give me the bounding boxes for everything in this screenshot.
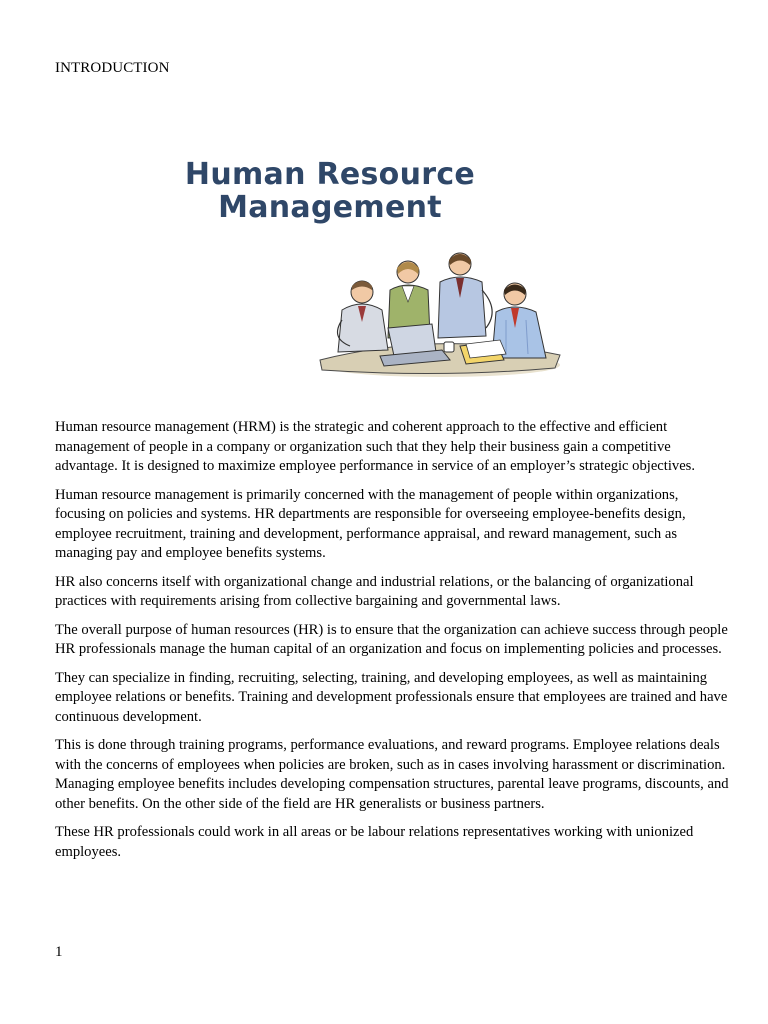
paragraph: This is done through training programs, performance evaluations, and reward programs. Employee relations deals with the concerns of employees when policies are broken, such as in cases involving harassment or discrimination. Managing employee benefits includes developing compensation structures, parental leave programs, discounts, and other benefits. On the other side of the field are HR generalists or business partners. <box>55 737 729 812</box>
paragraph: These HR professionals could work in all areas or be labour relations representatives working with unionized employees. <box>55 824 694 860</box>
hrm-banner-figure <box>140 150 570 385</box>
cup-icon <box>444 342 454 352</box>
page-number: 1 <box>55 944 63 960</box>
section-heading: INTRODUCTION <box>55 60 170 76</box>
banner-title-line-1: Human Resource <box>184 157 476 192</box>
person-center-right <box>438 253 492 338</box>
paragraph: HR also concerns itself with organizational change and industrial relations, or the balancing of organizational practices with requirements arising from collective bargaining and governmental laws. <box>55 573 694 609</box>
papers-icon <box>460 340 506 364</box>
paragraph: Human resource management is primarily concerned with the management of people within organizations, focusing on policies and systems. HR departments are responsible for overseeing employee-benefits design, employee recruitment, training and development, performance appraisal, and reward management, such as managing pay and employee benefits systems. <box>55 486 686 561</box>
body-text <box>55 418 731 871</box>
paragraph: Human resource management (HRM) is the strategic and coherent approach to the effective and efficient management of people in a company or organization such that they help their business gain a competitive advantage. It is designed to maximize employee performance in service of an employer’s strategic objectives. <box>55 419 695 474</box>
banner-title-line-2: Management <box>218 190 442 225</box>
business-team-meeting-clipart <box>310 250 570 380</box>
paragraph: They can specialize in finding, recruiting, selecting, training, and developing employees, as well as maintaining employee relations or benefits. Training and development professionals ensure that employees are trained and have continuous development. <box>55 669 728 725</box>
banner-title <box>140 158 520 224</box>
paragraph: The overall purpose of human resources (HR) is to ensure that the organization can achieve success through people HR professionals manage the human capital of an organization and focus on implementing policies and processes. <box>55 621 728 657</box>
person-left <box>338 281 389 352</box>
